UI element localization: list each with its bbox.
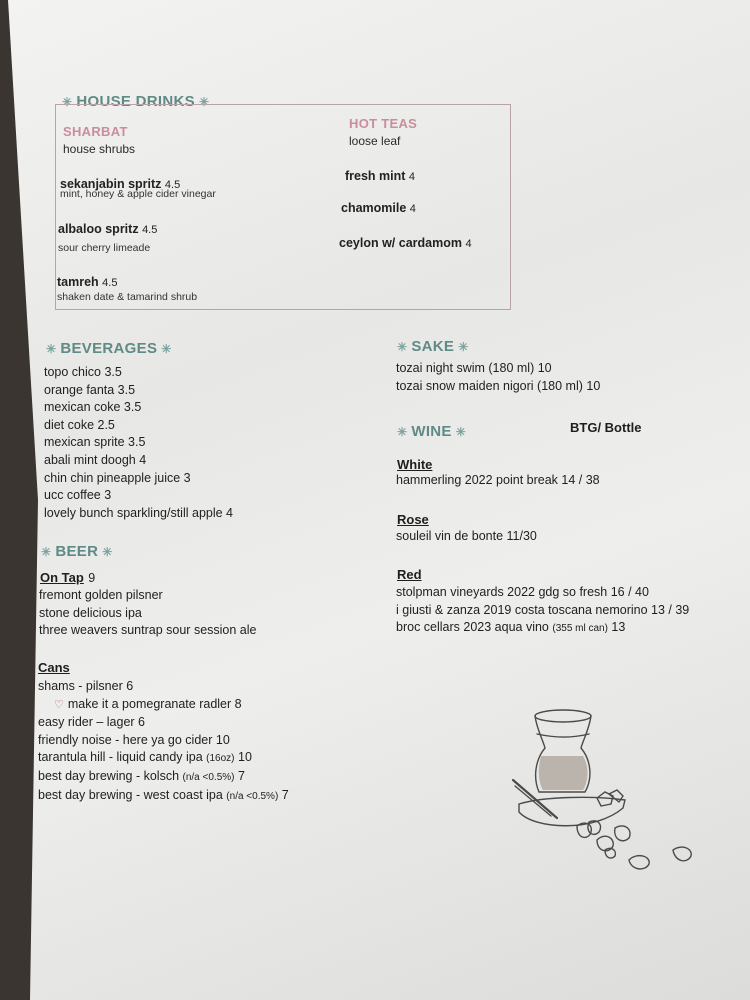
house-drinks-title-text: HOUSE DRINKS: [76, 93, 195, 110]
item-text: broc cellars 2023 aqua vino: [396, 620, 553, 635]
list-item: [38, 787, 289, 806]
list-item: [38, 768, 289, 787]
item-price: 4: [408, 171, 416, 183]
star-icon: ✳: [458, 340, 469, 354]
heart-icon: ♡: [54, 698, 64, 711]
star-icon: ✳: [161, 342, 172, 356]
item-price: 4.5: [102, 277, 118, 289]
list-item: three weavers suntrap sour session ale: [39, 623, 257, 638]
rose-heading: Rose: [397, 512, 429, 527]
list-item: diet coke 2.5: [44, 417, 115, 432]
sharbat-item: [58, 222, 157, 236]
item-price: 7: [234, 768, 245, 783]
beverages-title-text: BEVERAGES: [60, 340, 158, 357]
list-item: chin chin pineapple juice 3: [44, 470, 191, 485]
list-item: [396, 619, 689, 638]
list-item: tozai snow maiden nigori (180 ml) 10: [396, 378, 601, 393]
sharbat-title: SHARBAT: [63, 124, 128, 139]
on-tap-heading: [40, 569, 95, 588]
item-name: fresh mint: [345, 169, 406, 183]
list-item: tozai night swim (180 ml) 10: [396, 361, 552, 375]
star-icon: ✳: [455, 425, 467, 439]
item-price: 7: [278, 787, 289, 802]
wine-title-text: WINE: [411, 423, 452, 440]
item-note: (n/a <0.5%): [182, 771, 235, 783]
sharbat-subtitle: house shrubs: [63, 142, 136, 156]
on-tap-list: [39, 587, 256, 640]
item-note: (n/a <0.5%): [226, 790, 279, 802]
sake-title: [393, 338, 473, 355]
list-item: fremont golden pilsner: [39, 588, 163, 602]
item-price: 13: [607, 620, 626, 635]
btg-bottle-label: BTG/ Bottle: [570, 420, 642, 435]
item-name: albaloo spritz: [58, 222, 139, 236]
list-item: stolpman vineyards 2022 gdg so fresh 16 / 40: [396, 585, 649, 599]
hot-teas-title: HOT TEAS: [349, 116, 418, 131]
item-price: 10: [234, 750, 252, 765]
item-name: tamreh: [57, 275, 99, 289]
list-item: lovely bunch sparkling/still apple 4: [44, 505, 233, 520]
item-name: ceylon w/ cardamom: [339, 236, 462, 250]
list-item: souleil vin de bonte 11/30: [396, 529, 537, 543]
beverages-title: [42, 340, 176, 357]
sharbat-item: [57, 275, 117, 289]
list-item: friendly noise - here ya go cider 10: [38, 732, 230, 747]
list-item: mexican coke 3.5: [44, 400, 142, 415]
beer-title: [37, 543, 117, 560]
sake-title-text: SAKE: [411, 338, 455, 355]
addon-text: make it a pomegranate radler 8: [67, 696, 242, 711]
star-icon: ✳: [102, 545, 113, 559]
star-icon: ✳: [397, 425, 408, 439]
cans-list: [38, 678, 289, 805]
list-item: shams - pilsner 6: [38, 679, 134, 693]
item-note: (16oz): [206, 753, 235, 765]
item-note: (355 ml can): [552, 623, 608, 635]
item-text: best day brewing - kolsch: [38, 768, 183, 783]
list-item: [38, 749, 289, 768]
on-tap-label: On Tap: [40, 570, 84, 585]
item-description: mint, honey & apple cider vinegar: [60, 188, 216, 200]
list-item: hammerling 2022 point break 14 / 38: [396, 473, 600, 487]
beer-title-text: BEER: [55, 543, 99, 560]
star-icon: ✳: [41, 545, 52, 559]
list-item: easy rider – lager 6: [38, 715, 146, 730]
list-item: ucc coffee 3: [44, 488, 112, 503]
list-item: abali mint doogh 4: [44, 452, 147, 467]
item-price: 4: [465, 238, 472, 250]
star-icon: ✳: [397, 340, 408, 354]
list-item: stone delicious ipa: [39, 605, 142, 620]
tea-item: [341, 201, 416, 215]
hot-teas-subtitle: loose leaf: [349, 134, 401, 148]
item-description: sour cherry limeade: [58, 242, 151, 254]
red-heading: Red: [397, 567, 422, 582]
tea-item: [339, 236, 472, 250]
item-text: tarantula hill - liquid candy ipa: [38, 750, 207, 765]
cans-heading: Cans: [38, 660, 70, 675]
beverages-list: [44, 364, 233, 522]
item-price: 4.5: [164, 179, 181, 191]
white-heading: White: [397, 457, 433, 472]
list-item: orange fanta 3.5: [44, 382, 136, 397]
list-item: topo chico 3.5: [44, 365, 122, 379]
wine-title: [393, 423, 470, 440]
list-item: i giusti & zanza 2019 costa toscana nemorino 13 / 39: [396, 602, 690, 617]
item-name: sekanjabin spritz: [60, 177, 162, 191]
item-description: shaken date & tamarind shrub: [57, 291, 198, 303]
item-text: best day brewing - west coast ipa: [38, 787, 227, 802]
item-price: 4: [409, 203, 416, 215]
on-tap-price: 9: [88, 571, 96, 585]
tea-glass-illustration: [505, 700, 705, 880]
list-item: mexican sprite 3.5: [44, 435, 146, 450]
star-icon: ✳: [46, 342, 57, 356]
star-icon: ✳: [62, 95, 73, 109]
list-item-addon: [38, 696, 289, 715]
tea-item: [345, 169, 415, 183]
red-list: [396, 584, 689, 638]
item-price: 4.5: [142, 224, 158, 236]
star-icon: ✳: [198, 95, 210, 109]
item-name: chamomile: [341, 201, 407, 215]
sake-list: [396, 360, 600, 395]
